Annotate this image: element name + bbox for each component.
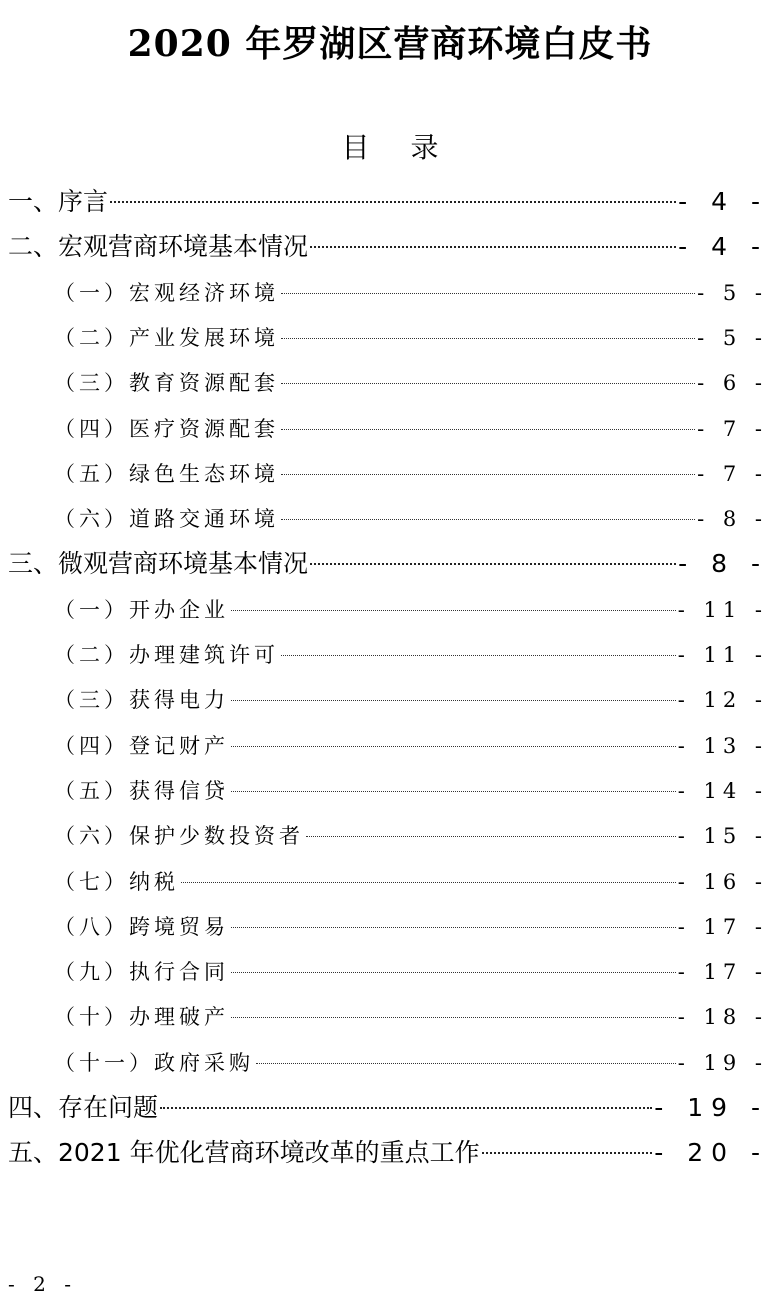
toc-entry-label: （三）教育资源配套 <box>54 371 279 396</box>
toc-dot-leader <box>231 1017 676 1018</box>
toc-dot-leader <box>281 655 676 656</box>
toc-entry-page-number: - 6 - <box>697 371 768 396</box>
toc-dot-leader <box>231 610 676 611</box>
toc-dot-leader <box>306 836 676 837</box>
toc-subsection-entry[interactable] <box>54 454 768 494</box>
toc-subsection-entry[interactable] <box>54 318 768 358</box>
toc-entry-label: （三）获得电力 <box>54 688 229 713</box>
toc-entry-page-number: - 19 - <box>654 1093 768 1122</box>
toc-entry-label: （二）办理建筑许可 <box>54 643 279 667</box>
toc-entry-page-number: - 16 - <box>677 869 768 894</box>
toc-dot-leader <box>482 1152 653 1154</box>
toc-entry-page-number: - 8 - <box>678 549 768 579</box>
toc-subsection-entry[interactable] <box>54 771 768 811</box>
toc-dot-leader <box>310 563 676 565</box>
toc-subsection-entry[interactable] <box>54 862 768 902</box>
toc-entry-page-number: - 17 - <box>677 960 768 985</box>
toc-dot-leader <box>281 474 695 475</box>
toc-subsection-entry[interactable] <box>54 363 768 403</box>
toc-subsection-entry[interactable] <box>54 907 768 947</box>
toc-entry-label: （五）绿色生态环境 <box>54 461 279 486</box>
toc-entry-label: （四）医疗资源配套 <box>54 416 279 441</box>
toc-dot-leader <box>231 746 676 747</box>
toc-entry-page-number: - 17 - <box>677 914 768 939</box>
toc-dot-leader <box>281 293 695 294</box>
toc-subsection-entry[interactable] <box>54 409 768 449</box>
toc-entry-page-number: - 7 - <box>697 461 768 486</box>
toc-subsection-entry[interactable] <box>54 273 768 313</box>
toc-subsection-entry[interactable] <box>54 726 768 766</box>
toc-subsection-entry[interactable] <box>54 997 768 1037</box>
toc-entry-label: （十）办理破产 <box>54 1005 229 1030</box>
toc-entry-page-number: - 14 - <box>677 778 768 803</box>
page-number-footer: - 2 - <box>8 1272 77 1296</box>
toc-entry-label: （六）道路交通环境 <box>54 507 279 532</box>
toc-subsection-entry[interactable] <box>54 1043 768 1083</box>
toc-entry-page-number: - 18 - <box>677 1005 768 1030</box>
toc-entry-page-number: - 7 - <box>697 416 768 441</box>
toc-dot-leader <box>281 429 695 430</box>
toc-entry-label: 五、2021 年优化营商环境改革的重点工作 <box>8 1138 480 1168</box>
toc-subsection-entry[interactable] <box>54 680 768 720</box>
toc-entry-label: （六）保护少数投资者 <box>54 824 304 849</box>
toc-entry-page-number: - 11 - <box>677 597 768 622</box>
toc-entry-page-number: - 5 - <box>697 325 768 350</box>
toc-subsection-entry[interactable] <box>54 952 768 992</box>
toc-section-entry[interactable] <box>8 227 768 267</box>
toc-entry-page-number: - 4 - <box>678 232 768 262</box>
toc-section-entry[interactable] <box>8 1133 768 1173</box>
document-title: 2020 年罗湖区营商环境白皮书 <box>127 23 653 65</box>
toc-entry-label: （一）开办企业 <box>54 597 229 622</box>
toc-entry-page-number: - 12 - <box>677 688 768 713</box>
toc-subsection-entry[interactable] <box>54 499 768 539</box>
toc-subsection-entry[interactable] <box>54 816 768 856</box>
toc-entry-page-number: - 20 - <box>654 1138 768 1168</box>
toc-dot-leader <box>231 700 676 701</box>
toc-entry-label: 一、序言 <box>8 187 109 216</box>
toc-dot-leader <box>231 791 676 792</box>
toc-entry-label: 三、微观营商环境基本情况 <box>8 549 309 579</box>
toc-dot-leader <box>310 246 676 248</box>
toc-dot-leader <box>110 201 676 203</box>
toc-section-entry[interactable] <box>8 544 768 584</box>
toc-entry-label: （四）登记财产 <box>54 733 229 758</box>
toc-entry-page-number: - 13 - <box>677 733 768 758</box>
toc-entry-label: （十一）政府采购 <box>54 1050 254 1075</box>
toc-entry-label: 四、存在问题 <box>8 1093 159 1122</box>
toc-section-entry[interactable] <box>8 182 768 222</box>
toc-dot-leader <box>256 1063 676 1064</box>
toc-entry-label: （八）跨境贸易 <box>54 914 229 939</box>
toc-dot-leader <box>281 338 695 339</box>
toc-entry-page-number: - 5 - <box>697 280 768 305</box>
toc-dot-leader <box>160 1107 652 1109</box>
toc-dot-leader <box>281 519 695 520</box>
toc-entry-label: （七）纳税 <box>54 869 179 894</box>
toc-entry-page-number: - 19 - <box>677 1050 768 1075</box>
toc-dot-leader <box>181 882 676 883</box>
toc-entry-label: （二）产业发展环境 <box>54 325 279 350</box>
toc-dot-leader <box>281 383 695 384</box>
toc-entry-label: （一）宏观经济环境 <box>54 280 279 305</box>
toc-dot-leader <box>231 972 676 973</box>
toc-entry-page-number: - 15 - <box>677 824 768 849</box>
toc-section-entry[interactable] <box>8 1088 768 1128</box>
toc-entry-page-number: - 8 - <box>697 507 768 532</box>
toc-entry-page-number: - 11 - <box>677 643 768 667</box>
toc-subsection-entry[interactable] <box>54 590 768 630</box>
toc-entry-label: （九）执行合同 <box>54 960 229 985</box>
toc-subsection-entry[interactable] <box>54 635 768 675</box>
toc-entry-page-number: - 4 - <box>678 187 768 216</box>
toc-dot-leader <box>231 927 676 928</box>
toc-entry-label: （五）获得信贷 <box>54 778 229 803</box>
toc-entry-label: 二、宏观营商环境基本情况 <box>8 232 309 262</box>
toc-heading: 目 录 <box>341 131 455 164</box>
